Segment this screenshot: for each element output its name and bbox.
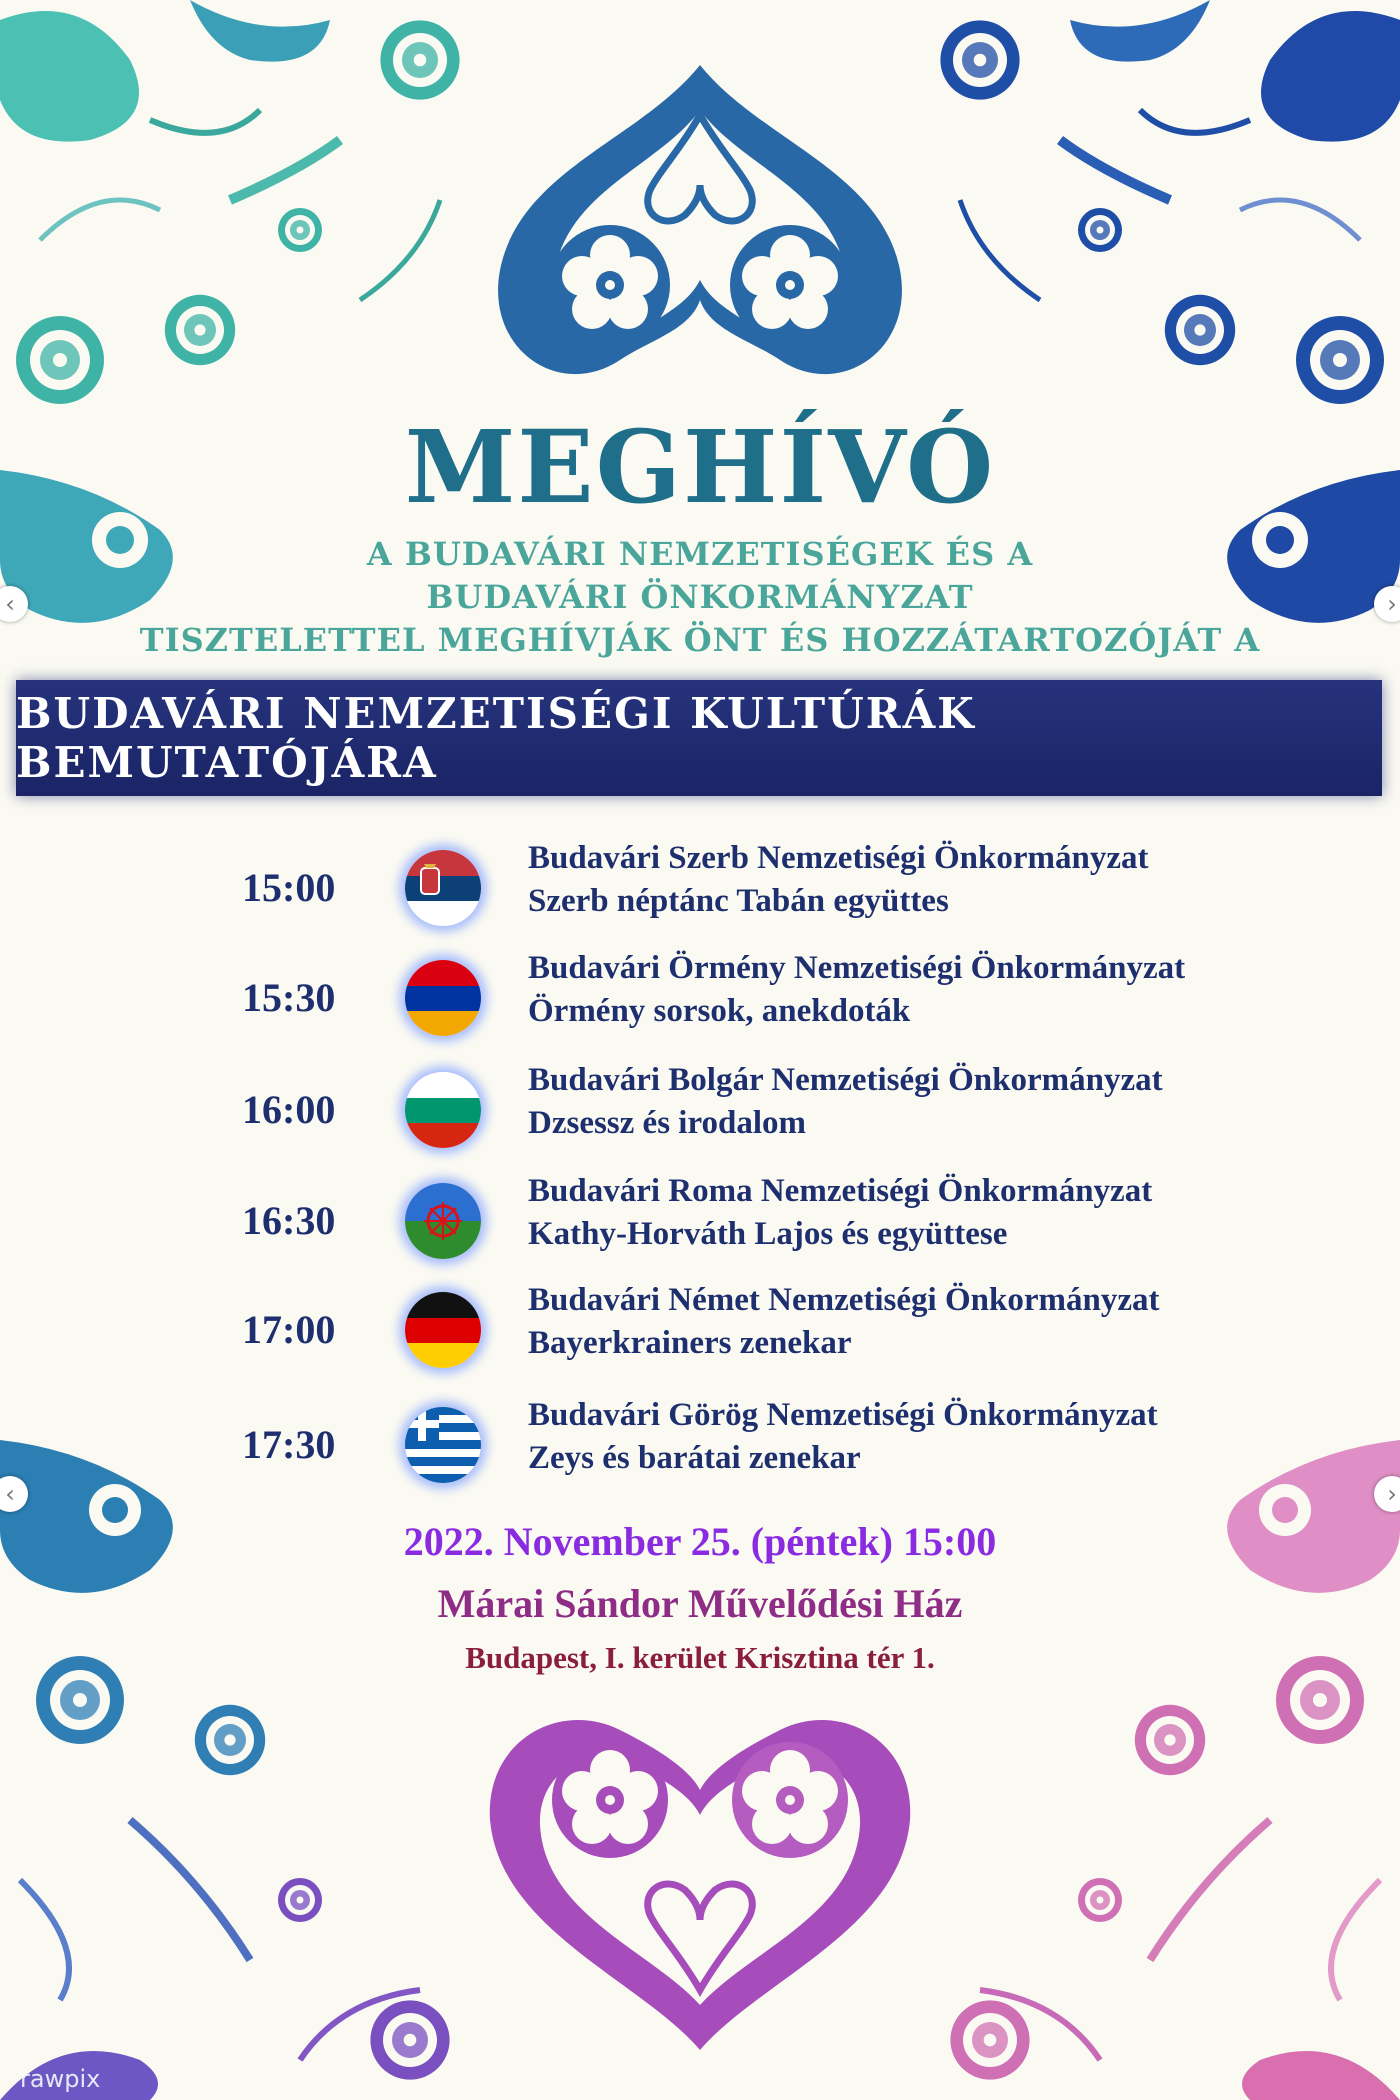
schedule-program: Örmény sorsok, anekdoták bbox=[528, 993, 911, 1029]
event-title-text: BUDAVÁRI NEMZETISÉGI KULTÚRÁK BEMUTATÓJÁRA bbox=[16, 689, 976, 787]
intro-line-3: TISZTELETTEL MEGHÍVJÁK ÖNT ÉS HOZZÁTARTOZÓJÁT A bbox=[139, 621, 1261, 659]
schedule-program: Zeys és barátai zenekar bbox=[528, 1440, 861, 1476]
greece-flag-icon bbox=[405, 1407, 481, 1483]
intro-line-1: A BUDAVÁRI NEMZETISÉGEK ÉS A bbox=[366, 535, 1034, 573]
event-date: 2022. November 25. (péntek) 15:00 bbox=[403, 1519, 997, 1564]
watermark: rawpix bbox=[20, 2065, 101, 2093]
event-venue: Márai Sándor Művelődési Ház bbox=[437, 1581, 963, 1626]
schedule-program: Dzsessz és irodalom bbox=[528, 1105, 807, 1141]
schedule-time: 15:30 bbox=[242, 975, 336, 1020]
carousel-next-arrow-top[interactable]: › bbox=[1374, 586, 1400, 622]
event-address: Budapest, I. kerület Krisztina tér 1. bbox=[465, 1640, 935, 1675]
schedule-program: Szerb néptánc Tabán együttes bbox=[528, 883, 949, 919]
schedule-row bbox=[0, 1173, 1400, 1273]
top-heart-ornament bbox=[498, 65, 902, 374]
schedule-row bbox=[0, 840, 1400, 940]
schedule-row bbox=[0, 1062, 1400, 1162]
schedule-time: 16:30 bbox=[242, 1198, 336, 1243]
schedule-organizer: Budavári Bolgár Nemzetiségi Önkormányzat bbox=[528, 1062, 1163, 1098]
schedule-program: Kathy-Horváth Lajos és együttese bbox=[528, 1216, 1008, 1252]
schedule-row bbox=[0, 1282, 1400, 1382]
intro-line-2: BUDAVÁRI ÖNKORMÁNYZAT bbox=[426, 578, 974, 616]
armenia-flag-icon bbox=[405, 960, 481, 1036]
schedule-time: 17:30 bbox=[242, 1422, 336, 1467]
schedule-organizer: Budavári Görög Nemzetiségi Önkormányzat bbox=[528, 1397, 1158, 1433]
invitation-title: MEGHÍVÓ bbox=[404, 408, 996, 526]
schedule-organizer: Budavári Örmény Nemzetiségi Önkormányzat bbox=[528, 950, 1186, 986]
carousel-next-arrow-bottom[interactable]: › bbox=[1374, 1476, 1400, 1512]
carousel-prev-arrow-bottom[interactable]: ‹ bbox=[0, 1476, 28, 1512]
schedule-time: 16:00 bbox=[242, 1087, 336, 1132]
schedule-organizer: Budavári Német Nemzetiségi Önkormányzat bbox=[528, 1282, 1160, 1318]
schedule-row bbox=[0, 950, 1400, 1050]
schedule-organizer: Budavári Szerb Nemzetiségi Önkormányzat bbox=[528, 840, 1149, 876]
event-title-banner bbox=[16, 680, 1382, 796]
schedule-time: 17:00 bbox=[242, 1307, 336, 1352]
schedule-time: 15:00 bbox=[242, 865, 336, 910]
germany-flag-icon bbox=[405, 1292, 481, 1368]
schedule-program: Bayerkrainers zenekar bbox=[528, 1325, 852, 1361]
bottom-heart-ornament bbox=[490, 1720, 910, 2050]
carousel-prev-arrow-top[interactable]: ‹ bbox=[0, 586, 28, 622]
bulgaria-flag-icon bbox=[405, 1072, 481, 1148]
schedule-row bbox=[0, 1397, 1400, 1497]
serbia-flag-icon bbox=[405, 850, 481, 926]
roma-flag-icon bbox=[405, 1183, 481, 1259]
schedule-organizer: Budavári Roma Nemzetiségi Önkormányzat bbox=[528, 1173, 1153, 1209]
